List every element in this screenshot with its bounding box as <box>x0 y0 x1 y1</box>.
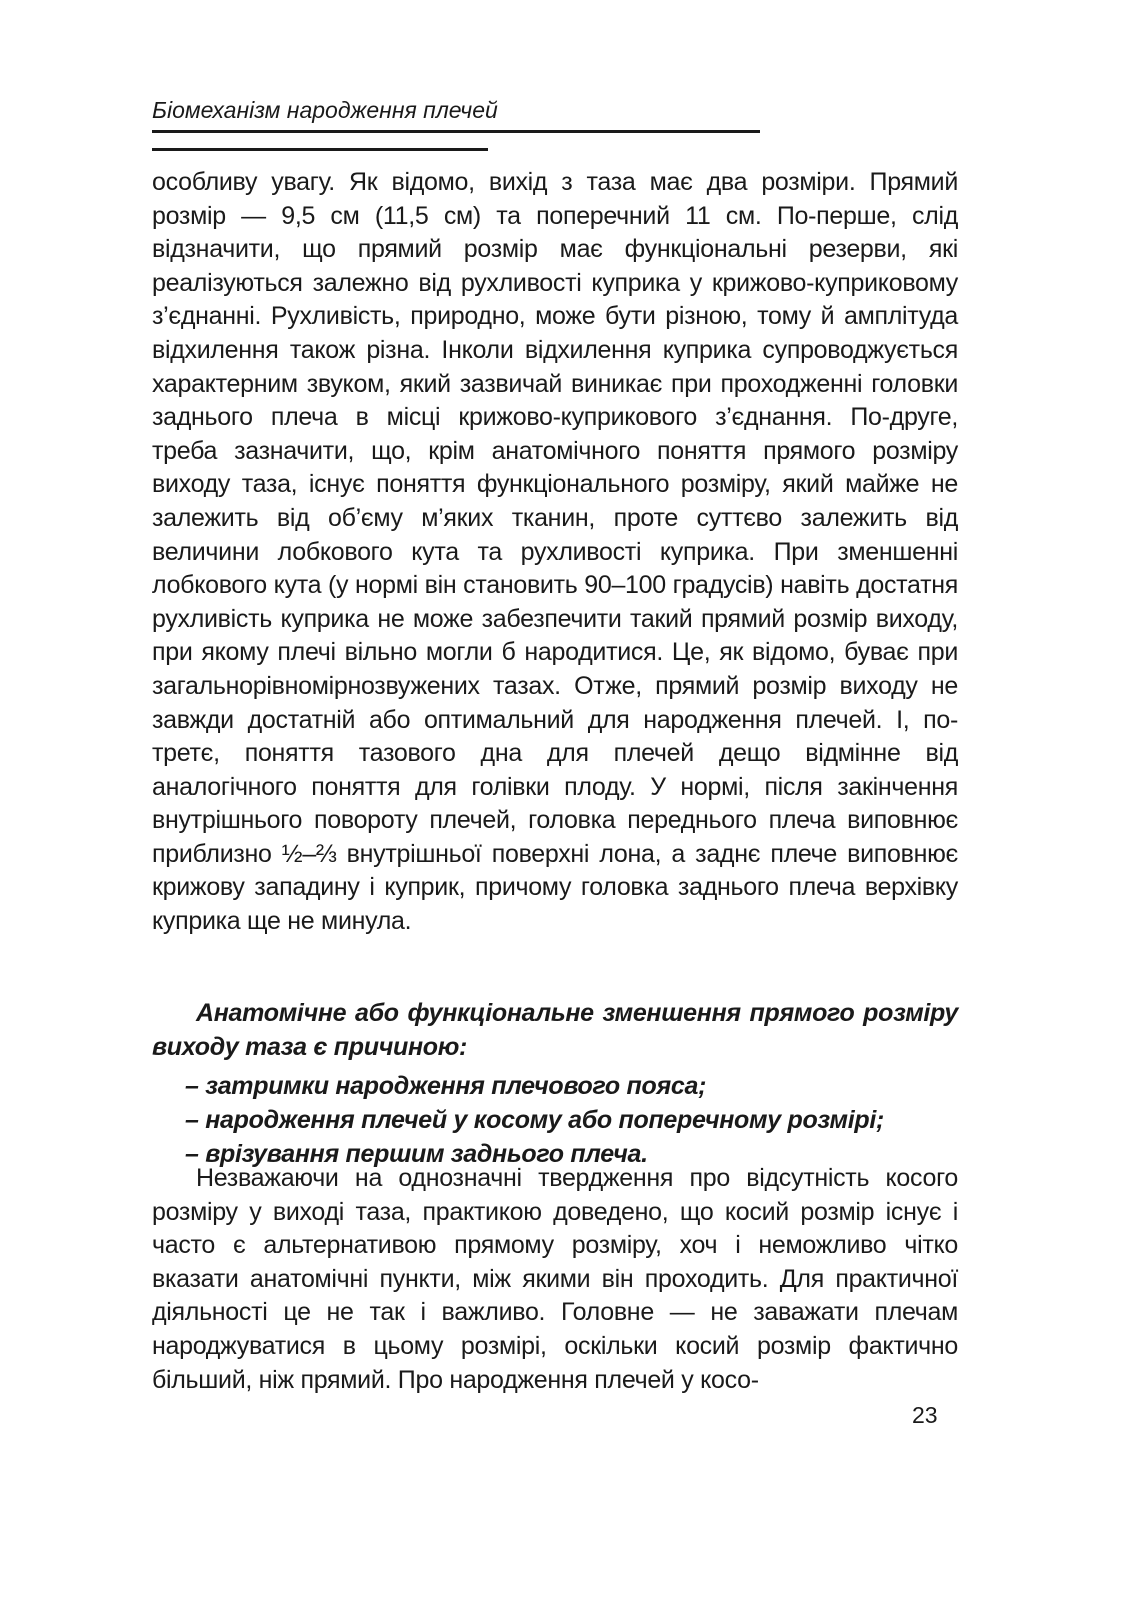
bold-lead-paragraph: Анатомічне або функціональне зменшення прямого розміру виходу таза є причиною: <box>152 999 958 1061</box>
header-rule-short <box>152 148 488 151</box>
body-paragraph-1: особливу увагу. Як відомо, вихід з таза має два розміри. Прямий розмір — 9,5 см (11,5 см) та поперечний 11 см. По-перше, слід відзначити, що прямий розмір має функціональні резерви, які реалізуються залежно від рухливості куприка у крижово-куприковому з’єднанні. Рухливість, природно, може бути різною, тому й амплітуда відхилення також різна. Інколи відхилення куприка супроводжується характерним звуком, який зазвичай виникає при проходженні головки заднього плеча в місці крижово-куприкового з’єднання. По-друге, треба зазначити, що, крім анатомічного поняття прямого розміру виходу таза, існує поняття функціонального розміру, який майже не залежить від об’єму м’яких тканин, проте суттєво залежить від величини лобкового кута та рухливості куприка. При зменшенні лобкового кута (у нормі він становить 90–100 градусів) навіть достатня рухливість куприка не може забезпечити такий прямий розмір виходу, при якому плечі вільно могли б народитися. Це, як відомо, буває при загальнорівномірнозвужених тазах. Отже, прямий розмір виходу не завжди достатній або оптимальний для народження плечей. І, по-третє, поняття тазового дна для плечей дещо відмінне від аналогічного поняття для голівки плоду. У нормі, після закінчення внутрішнього повороту плечей, головка переднього плеча виповнює приблизно ½–⅔ внутрішньої поверхні лона, а заднє плече виповнює крижову западину і куприк, причому головка заднього плеча верхівку куприка ще не минула. <box>152 168 958 936</box>
list-item: – врізування першим заднього плеча. <box>185 1140 648 1168</box>
list-item: – затримки народження плечового пояса; <box>185 1072 707 1100</box>
body-paragraph-2: Незважаючи на однозначні твердження про відсутність косого розміру у виході таза, практикою доведено, що косий розмір існує і часто є альтернативою прямому розміру, хоч і неможливо чітко вказати анатомічні пункти, між якими він проходить. Для практичної діяльності це не так і важливо. Головне — не заважати плечам народжуватися в цьому розмірі, оскільки косий розмір фактично більший, ніж прямий. Про народження плечей у косо- <box>152 1164 958 1394</box>
header-rule-long <box>152 130 760 133</box>
running-head: Біомеханізм народження плечей <box>152 97 498 123</box>
list-item: – народження плечей у косому або поперечному розмірі; <box>185 1106 885 1134</box>
body-paragraph-1-container <box>152 166 958 939</box>
page-number: 23 <box>912 1402 938 1428</box>
causes-list <box>185 1069 965 1171</box>
body-paragraph-2-container <box>152 1162 958 1397</box>
